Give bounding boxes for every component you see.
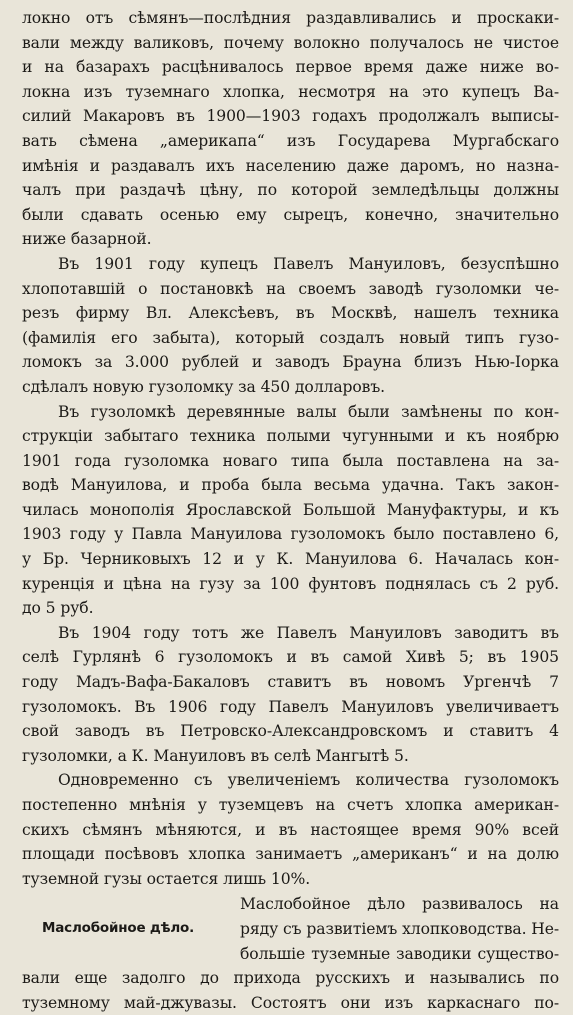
text-line: 1901 года гузоломка новаго типа была поставлена на за- [22, 451, 559, 470]
paragraph-5 [22, 768, 559, 891]
paragraph-2 [22, 252, 559, 400]
text-line: году Мадъ-Вафа-Бакаловъ ставитъ въ новомъ Ургенчѣ 7 [22, 673, 559, 692]
paragraph-3 [22, 400, 559, 621]
text-line: туземному май-джувазы. Состоятъ они изъ каркаснаго по- [22, 993, 559, 1012]
text-line: селѣ Гурлянѣ 6 гузоломокъ и въ самой Хивѣ 5; въ 1905 [22, 648, 559, 667]
text-line: Маслобойное дѣло развивалось на [240, 895, 559, 914]
text-line: Въ гузоломкѣ деревянные валы были замѣнены по кон- [58, 402, 559, 421]
text-line: силий Макаровъ въ 1900—1903 годахъ продолжалъ выписы- [22, 107, 559, 126]
text-line: локна изъ туземнаго хлопка, несмотря на это купецъ Ва- [22, 82, 559, 101]
text-line: гузоломки, а К. Мануиловъ въ селѣ Мангытѣ 5. [22, 746, 409, 765]
text-line: локно отъ сѣмянъ—послѣдния раздавливались и проскаки- [22, 9, 559, 27]
text-line: гузоломокъ. Въ 1906 году Павелъ Мануиловъ увеличиваетъ [22, 697, 559, 716]
text-line: Въ 1901 году купецъ Павелъ Мануиловъ, безуспѣшно [58, 254, 559, 273]
text-line: ряду съ развитіемъ хлопководства. Не- [240, 919, 559, 938]
text-line: туземной гузы остается лишь 10%. [22, 869, 311, 888]
text-line: сдѣлалъ новую гузоломку за 450 долларовъ. [22, 377, 386, 396]
text-line: вали между валиковъ, почему волокно получалось не чистое [22, 33, 559, 52]
text-line: и на базарахъ расцѣнивалось первое время даже ниже во- [22, 58, 559, 77]
text-line: Въ 1904 году тотъ же Павелъ Мануиловъ заводитъ въ [58, 623, 559, 642]
paragraph-1 [22, 6, 559, 252]
text-line: вали еще задолго до прихода русскихъ и назывались по [22, 969, 559, 988]
text-line: хлопотавшій о постановкѣ на своемъ заводѣ гузоломки че- [22, 279, 559, 298]
text-line: вать сѣмена „америкапа“ изъ Государева Мургабскаго [22, 131, 559, 150]
section-heading: Маслобойное дѣло. [42, 920, 195, 937]
text-line: водѣ Мануилова, и проба была весьма удачна. Такъ закон- [22, 476, 559, 495]
text-line: куренція и цѣна на гузу за 100 фунтовъ поднялась съ 2 руб. [22, 574, 559, 593]
text-line: свой заводъ въ Петровско-Александровскомъ и ставитъ 4 [22, 722, 559, 741]
text-line: ниже базарной. [22, 230, 152, 249]
text-line: 1903 году у Павла Мануилова гузоломокъ было поставлено 6, [22, 525, 559, 544]
text-line: площади посѣвовъ хлопка занимаетъ „американъ“ и на долю [22, 845, 559, 864]
text-line: резъ фирму Вл. Алексѣевъ, въ Москвѣ, нашелъ техника [22, 304, 559, 323]
text-line: постепенно мнѣнія у туземцевъ на счетъ хлопка американ- [22, 796, 559, 814]
text-line: были сдавать осенью ему сырецъ, конечно, значительно [22, 205, 559, 224]
section-maslobojnoe [22, 892, 559, 1015]
text-line: большіе туземные заводики существо- [240, 944, 559, 963]
text-line: до 5 руб. [22, 599, 94, 618]
text-line: (фамилія его забыта), который создалъ новый типъ гузо- [22, 328, 559, 347]
text-line: чилась монополія Ярославской Большой Мануфактуры, и къ [22, 500, 559, 519]
text-line: Одновременно съ увеличеніемъ количества гузоломокъ [58, 771, 559, 790]
text-line: скихъ сѣмянъ мѣняются, и въ настоящее время 90% всей [22, 820, 559, 839]
text-line: у Бр. Черниковыхъ 12 и у К. Мануилова 6. Началась кон- [22, 550, 559, 569]
text-line: чалъ при раздачѣ цѣну, по которой земледѣльцы должны [22, 181, 559, 200]
text-line: имѣнія и раздавалъ ихъ населению даже даромъ, но назна- [22, 156, 559, 175]
paragraph-4 [22, 621, 559, 769]
text-line: струкціи забытаго техника полыми чугунными и къ ноябрю [22, 427, 559, 446]
text-line: ломокъ за 3.000 рублей и заводъ Брауна близъ Нью-Іорка [22, 353, 559, 372]
